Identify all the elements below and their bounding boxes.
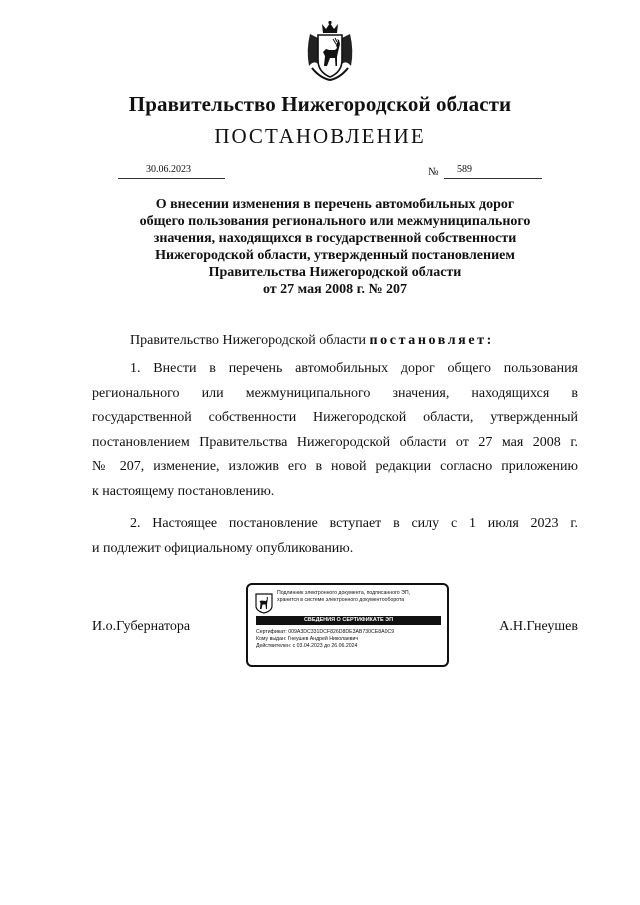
validity-row [256,643,444,650]
preamble-text: Правительство Нижегородской области [130,333,370,348]
paragraph-2 [92,512,578,561]
paragraph-line: государственной собственности Нижегородской области, утвержденный [92,410,578,425]
signer-position: И.о.Губернатора [92,619,191,634]
document-subject [95,196,575,298]
government-title: Правительство Нижегородской области [128,92,512,116]
stamp-notice-line: Подлинник электронного документа, подписанного ЭП, [277,590,411,596]
coat-of-arms-icon [255,592,273,614]
subject-line: от 27 мая 2008 г. № 207 [262,282,408,297]
subject-line: О внесении изменения в перечень автомобильных дорог [155,197,515,212]
issued-to-row [256,636,444,643]
number-sign: № [428,166,439,178]
paragraph-line: регионального или межмуниципального значения, находящихся в [92,385,578,401]
stamp-banner: СВЕДЕНИЯ О СЕРТИФИКАТЕ ЭП [256,616,441,625]
subject-line: Правительства Нижегородской области [208,265,462,280]
paragraph-line: 2. Настоящее постановление вступает в силу с 1 июля 2023 г. [130,516,578,531]
stamp-details [256,629,444,650]
paragraph-line: и подлежит официальному опубликованию. [92,540,354,556]
subject-line: общего пользования регионального или межмуниципального [139,214,531,229]
subject-line: Нижегородской области, утвержденный постановлением [155,248,515,263]
coat-of-arms-icon [304,20,356,82]
subject-line: значения, находящихся в государственной собственности [153,231,517,246]
document-date: 30.06.2023 [146,164,191,175]
stamp-notice [277,590,447,604]
certificate-label: Сертификат: [256,629,287,635]
paragraph-line: к настоящему постановлению. [92,483,275,499]
validity-value: с 03.04.2023 до 26.06.2024 [292,643,358,649]
certificate-value: 009A3DC331DCF826D8DE3AB730CE8A0C9 [288,629,395,635]
signer-name: А.Н.Гнеушев [499,619,578,634]
stamp-notice-line: хранится в системе электронного документооборота [277,597,405,603]
issued-to-value: Гнеушев Андрей Николаевич [287,636,359,642]
paragraph-1 [92,357,578,504]
preamble [130,333,494,349]
paragraph-line: 1. Внести в перечень автомобильных дорог общего пользования [130,361,578,376]
paragraph-line: постановлением Правительства Нижегородской области от 27 мая 2008 г. [92,434,578,450]
certificate-row [256,629,444,636]
validity-label: Действителен: [256,643,292,649]
document-kind: ПОСТАНОВЛЕНИЕ [214,124,426,148]
electronic-signature-stamp [246,583,449,667]
preamble-decree-word: постановляет: [369,333,494,348]
paragraph-line: № 207, изменение, изложив его в новой редакции согласно приложению [92,459,578,474]
issued-to-label: Кому выдан: [256,636,287,642]
document-number: 589 [457,164,472,175]
